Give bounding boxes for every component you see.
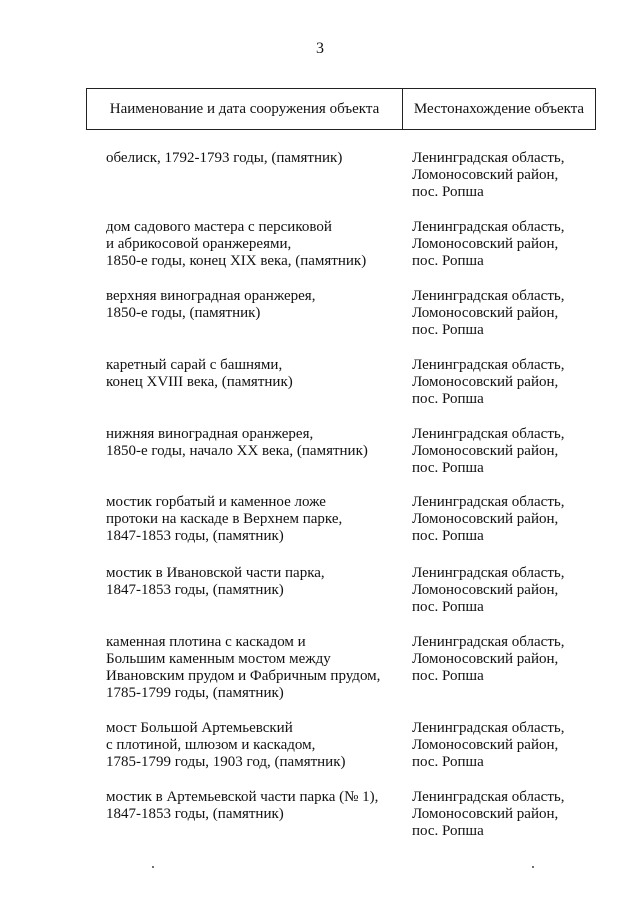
- object-location: Ленинградская область, Ломоносовский район, пос. Ропша: [412, 565, 565, 615]
- object-location: Ленинградская область, Ломоносовский район, пос. Ропша: [412, 720, 565, 770]
- object-name: мостик в Артемьевской части парка (№ 1), 1847-1853 годы, (памятник): [106, 789, 379, 822]
- object-name: каретный сарай с башнями, конец XVIII века, (памятник): [106, 357, 293, 390]
- object-name: обелиск, 1792-1793 годы, (памятник): [106, 150, 343, 166]
- scan-speck: [152, 866, 154, 868]
- object-location: Ленинградская область, Ломоносовский район, пос. Ропша: [412, 357, 565, 407]
- scan-speck: [532, 866, 534, 868]
- object-location: Ленинградская область, Ломоносовский район, пос. Ропша: [412, 494, 565, 544]
- object-location: Ленинградская область, Ломоносовский район, пос. Ропша: [412, 288, 565, 338]
- object-name: мостик в Ивановской части парка, 1847-1853 годы, (памятник): [106, 565, 325, 598]
- object-location: Ленинградская область, Ломоносовский район, пос. Ропша: [412, 789, 565, 839]
- object-name: каменная плотина с каскадом и Большим каменным мостом между Ивановским прудом и Фабричным прудом, 1785-1799 годы, (памятник): [106, 634, 381, 701]
- page-number: 3: [316, 40, 324, 57]
- header-name: Наименование и дата сооружения объекта: [87, 89, 403, 129]
- object-name: дом садового мастера с персиковой и абрикосовой оранжереями, 1850-е годы, конец XIX века, (памятник): [106, 219, 367, 269]
- object-location: Ленинградская область, Ломоносовский район, пос. Ропша: [412, 634, 565, 684]
- object-location: Ленинградская область, Ломоносовский район, пос. Ропша: [412, 426, 565, 476]
- object-name: мостик горбатый и каменное ложе протоки на каскаде в Верхнем парке, 1847-1853 годы, (памятник): [106, 494, 343, 544]
- object-name: нижняя виноградная оранжерея, 1850-е годы, начало XX века, (памятник): [106, 426, 368, 459]
- object-location: Ленинградская область, Ломоносовский район, пос. Ропша: [412, 219, 565, 269]
- header-location: Местонахождение объекта: [413, 100, 585, 117]
- object-name: верхняя виноградная оранжерея, 1850-е годы, (памятник): [106, 288, 316, 321]
- table-header: [86, 88, 596, 130]
- object-name: мост Большой Артемьевский с плотиной, шлюзом и каскадом, 1785-1799 годы, 1903 год, (памятник): [106, 720, 346, 770]
- object-location: Ленинградская область, Ломоносовский район, пос. Ропша: [412, 150, 565, 200]
